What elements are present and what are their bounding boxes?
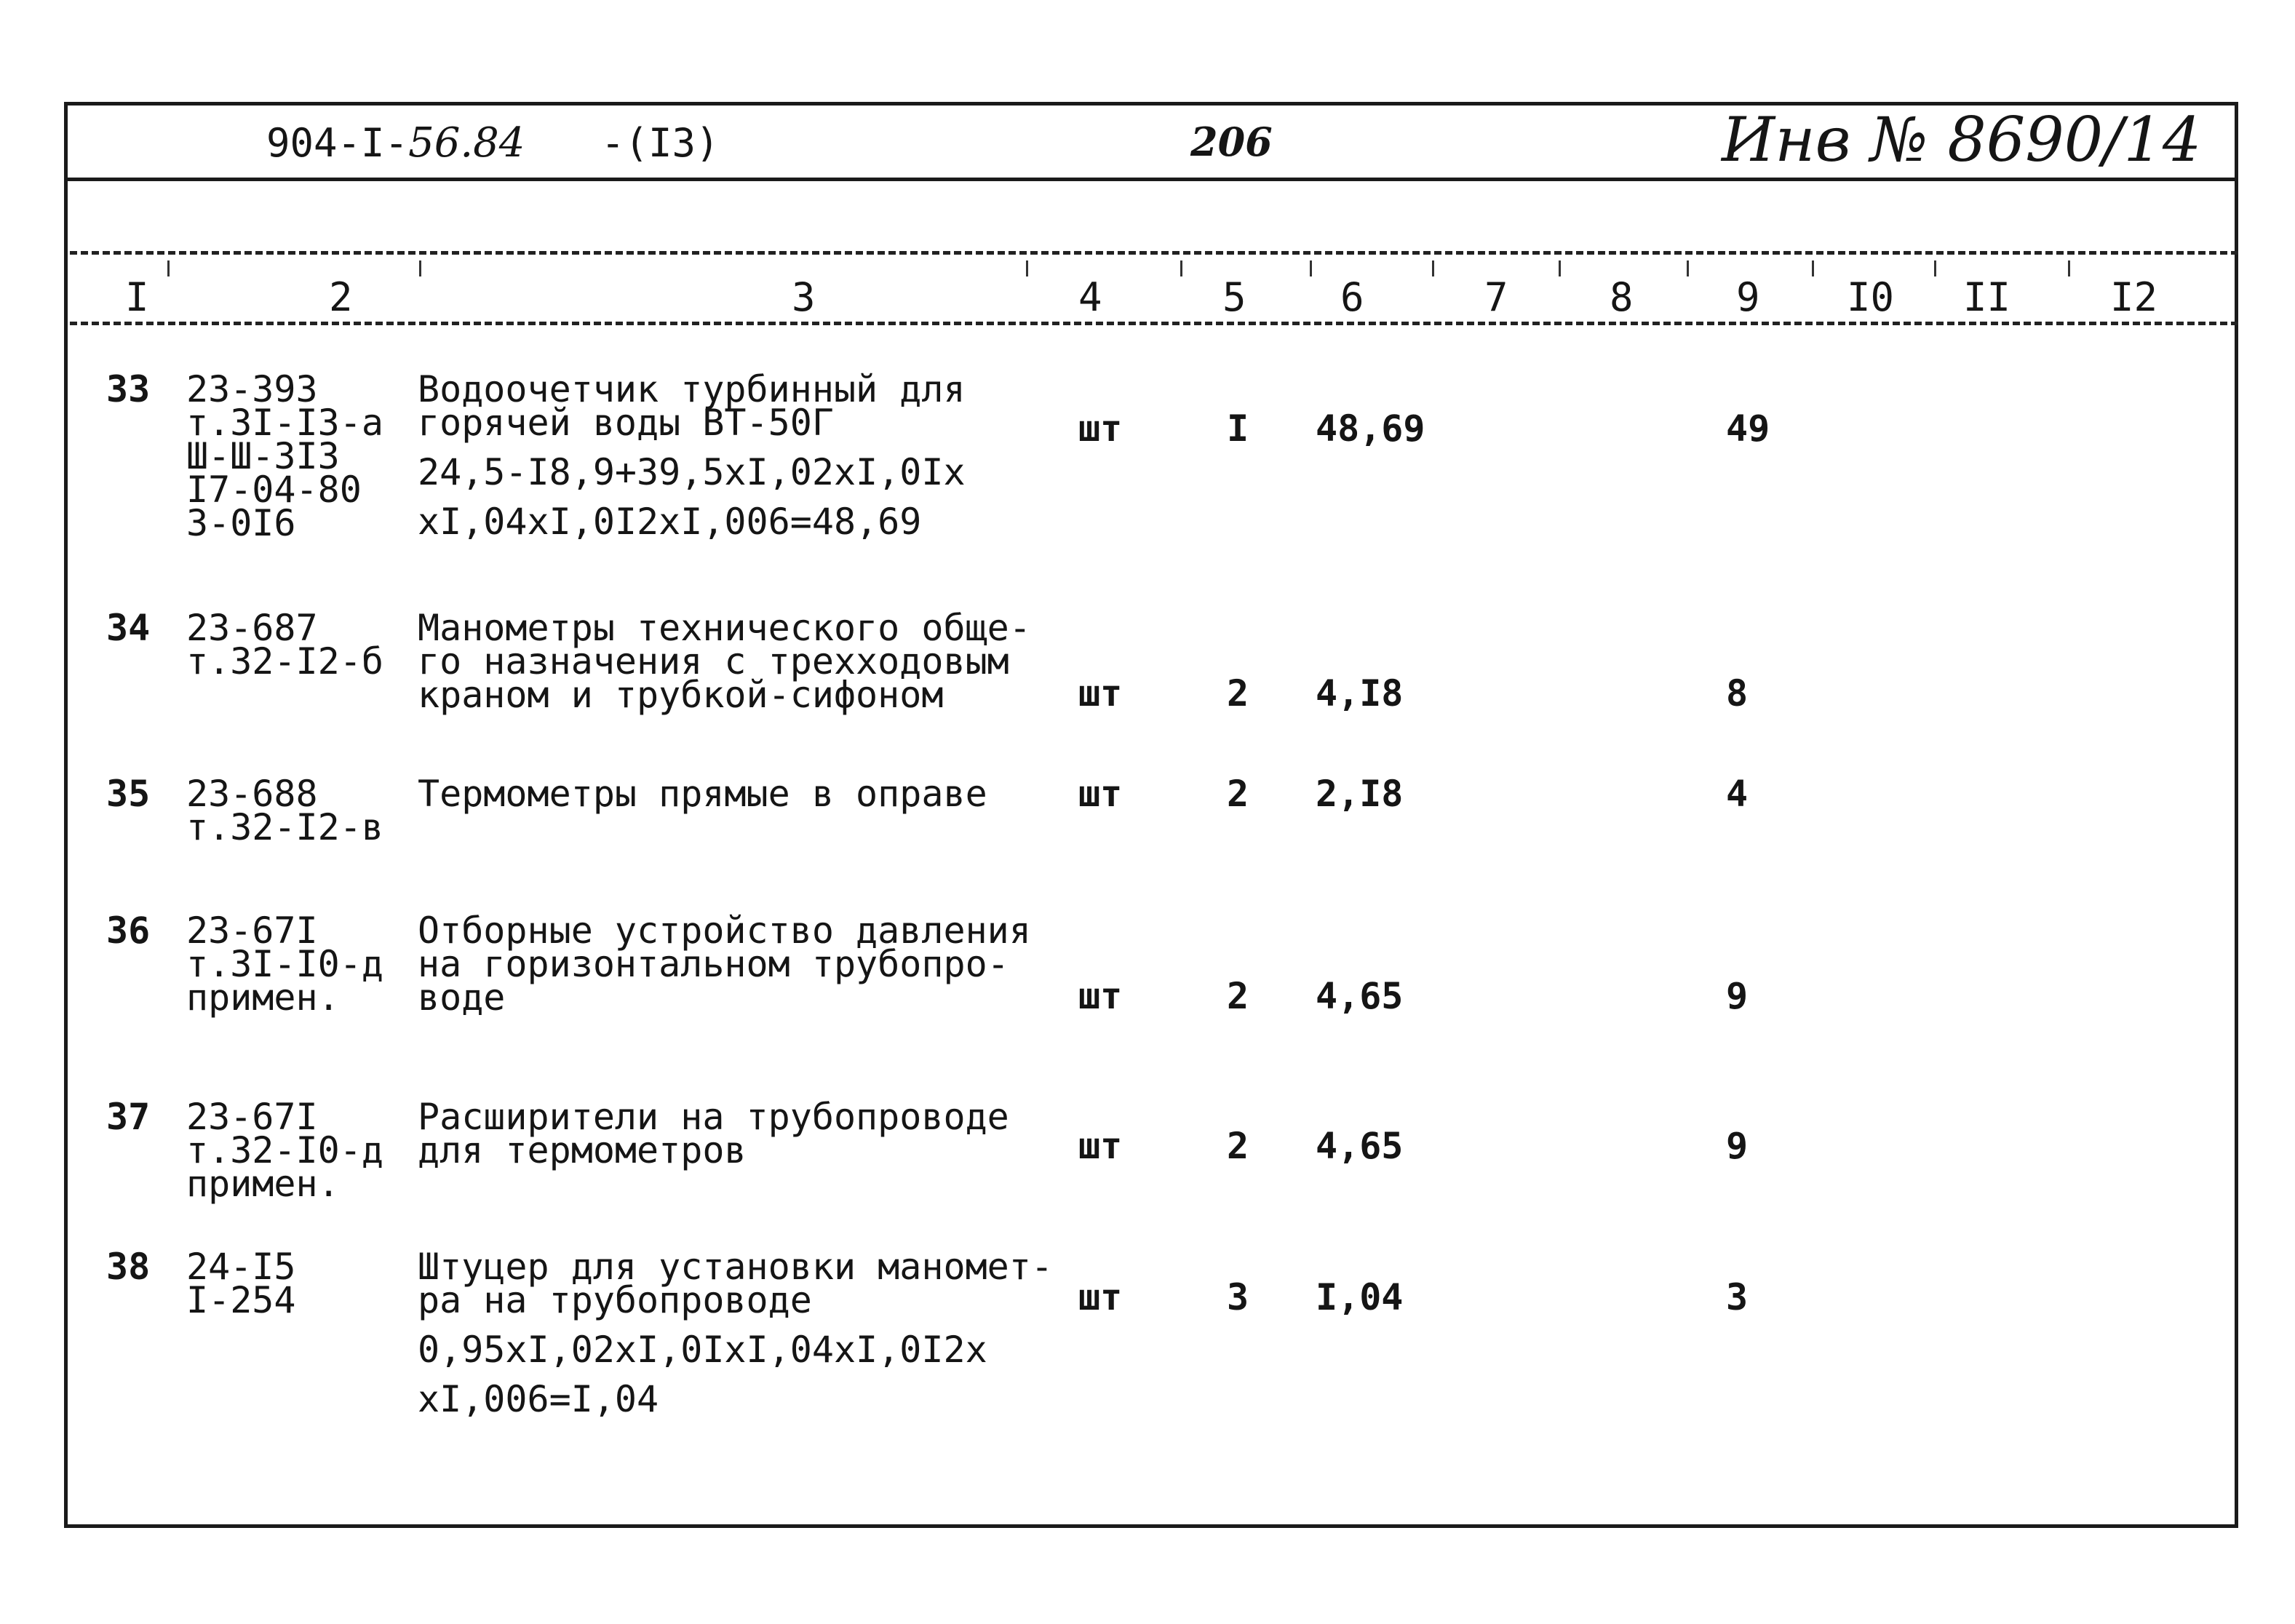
column-separator-tick xyxy=(1026,260,1028,276)
column-number: 6 xyxy=(1340,274,1364,320)
column-separator-tick xyxy=(1432,260,1434,276)
column-separator-tick xyxy=(1180,260,1182,276)
row-code-line: 23-67I xyxy=(186,1096,318,1138)
row-name-line: краном и трубкой-сифоном xyxy=(418,674,944,716)
column-separator-tick xyxy=(2068,260,2070,276)
row-code-line: Ш-Ш-3I3 xyxy=(186,435,340,477)
row-code-line: примен. xyxy=(186,1163,340,1205)
row-name-line: для термометров xyxy=(418,1129,747,1171)
row-code-line: 23-688 xyxy=(186,773,318,815)
column-number: I0 xyxy=(1847,274,1895,320)
row-unit-price: 4,I8 xyxy=(1316,672,1404,715)
column-band-bottom-dash xyxy=(70,322,2238,325)
column-number: 7 xyxy=(1484,274,1508,320)
row-code-line: примен. xyxy=(186,976,340,1019)
row-quantity: 2 xyxy=(1227,773,1249,815)
row-number: 37 xyxy=(106,1096,151,1138)
row-name-line: Водоочетчик турбинный для xyxy=(418,368,966,410)
row-name-line: воде xyxy=(418,976,506,1019)
row-formula-line: xI,006=I,04 xyxy=(418,1378,659,1420)
row-total: 9 xyxy=(1726,975,1749,1017)
column-separator-tick xyxy=(1934,260,1936,276)
row-quantity: I xyxy=(1227,407,1249,450)
page-number: 206 xyxy=(1190,119,1273,165)
row-unit: шт xyxy=(1078,407,1123,450)
row-code-line: т.32-I2-в xyxy=(186,806,383,848)
sheet-suffix: -(I3) xyxy=(601,120,720,166)
row-code-line: т.3I-I3-а xyxy=(186,402,383,444)
row-formula-line: 24,5-I8,9+39,5xI,02xI,0Ix xyxy=(418,451,966,493)
row-unit-price: 4,65 xyxy=(1316,1125,1404,1167)
row-quantity: 2 xyxy=(1227,1125,1249,1167)
column-separator-tick xyxy=(1559,260,1561,276)
row-number: 38 xyxy=(106,1246,151,1288)
row-code-line: 23-687 xyxy=(186,607,318,649)
row-total: 49 xyxy=(1726,407,1770,450)
column-band-top-dash xyxy=(70,251,2238,255)
row-name-line: на горизонтальном трубопро- xyxy=(418,943,1009,985)
column-number: 4 xyxy=(1078,274,1102,320)
row-unit: шт xyxy=(1078,672,1123,715)
column-separator-tick xyxy=(167,260,170,276)
column-number: 8 xyxy=(1610,274,1634,320)
row-code-line: 24-I5 xyxy=(186,1246,296,1288)
row-number: 34 xyxy=(106,607,151,649)
doc-code-prefix: 904-I- xyxy=(266,120,409,166)
row-quantity: 2 xyxy=(1227,672,1249,715)
row-name-line: Манометры технического обще- xyxy=(418,607,1031,649)
inventory-number: Инв № 8690/14 xyxy=(1722,104,2202,175)
doc-code-handwritten: 56.84 xyxy=(408,119,525,167)
row-code-line: 3-0I6 xyxy=(186,502,296,544)
row-number: 33 xyxy=(106,368,151,410)
row-code-line: 23-67I xyxy=(186,909,318,952)
row-code-line: т.32-I0-д xyxy=(186,1129,383,1171)
column-number: 3 xyxy=(792,274,816,320)
column-separator-tick xyxy=(419,260,421,276)
row-total: 8 xyxy=(1726,672,1749,715)
doc-code xyxy=(266,119,525,167)
row-code-line: т.32-I2-б xyxy=(186,640,383,682)
row-formula-line: 0,95xI,02xI,0IxI,04xI,0I2x xyxy=(418,1329,987,1371)
row-name-line: го назначения с трехходовым xyxy=(418,640,1009,682)
row-code-line: 23-393 xyxy=(186,368,318,410)
row-total: 4 xyxy=(1726,773,1749,815)
row-unit: шт xyxy=(1078,1276,1123,1318)
row-unit-price: 2,I8 xyxy=(1316,773,1404,815)
row-name-line: Отборные устройство давления xyxy=(418,909,1031,952)
row-unit-price: I,04 xyxy=(1316,1276,1404,1318)
column-number: 5 xyxy=(1222,274,1246,320)
column-number: II xyxy=(1963,274,2011,320)
column-separator-tick xyxy=(1812,260,1814,276)
row-code-line: I7-04-80 xyxy=(186,469,362,511)
column-number: I2 xyxy=(2110,274,2158,320)
row-unit: шт xyxy=(1078,773,1123,815)
row-name-line: Штуцер для установки маномет- xyxy=(418,1246,1053,1288)
row-name-line: ра на трубопроводе xyxy=(418,1279,812,1321)
row-unit: шт xyxy=(1078,1125,1123,1167)
row-quantity: 3 xyxy=(1227,1276,1249,1318)
column-separator-tick xyxy=(1687,260,1689,276)
header-divider xyxy=(65,178,2238,181)
row-total: 9 xyxy=(1726,1125,1749,1167)
row-name-line: Расширители на трубопроводе xyxy=(418,1096,1009,1138)
row-total: 3 xyxy=(1726,1276,1749,1318)
row-name-line: Термометры прямые в оправе xyxy=(418,773,987,815)
column-number: I xyxy=(125,274,149,320)
row-unit-price: 4,65 xyxy=(1316,975,1404,1017)
row-number: 36 xyxy=(106,909,151,952)
row-code-line: I-254 xyxy=(186,1279,296,1321)
column-number: 9 xyxy=(1736,274,1760,320)
row-unit: шт xyxy=(1078,975,1123,1017)
row-number: 35 xyxy=(106,773,151,815)
page-frame xyxy=(64,102,2238,1528)
row-quantity: 2 xyxy=(1227,975,1249,1017)
row-code-line: т.3I-I0-д xyxy=(186,943,383,985)
row-name-line: горячей воды ВТ-50Г xyxy=(418,402,834,444)
column-number: 2 xyxy=(329,274,353,320)
column-separator-tick xyxy=(1310,260,1312,276)
row-unit-price: 48,69 xyxy=(1316,407,1425,450)
row-formula-line: xI,04xI,0I2xI,006=48,69 xyxy=(418,501,922,543)
